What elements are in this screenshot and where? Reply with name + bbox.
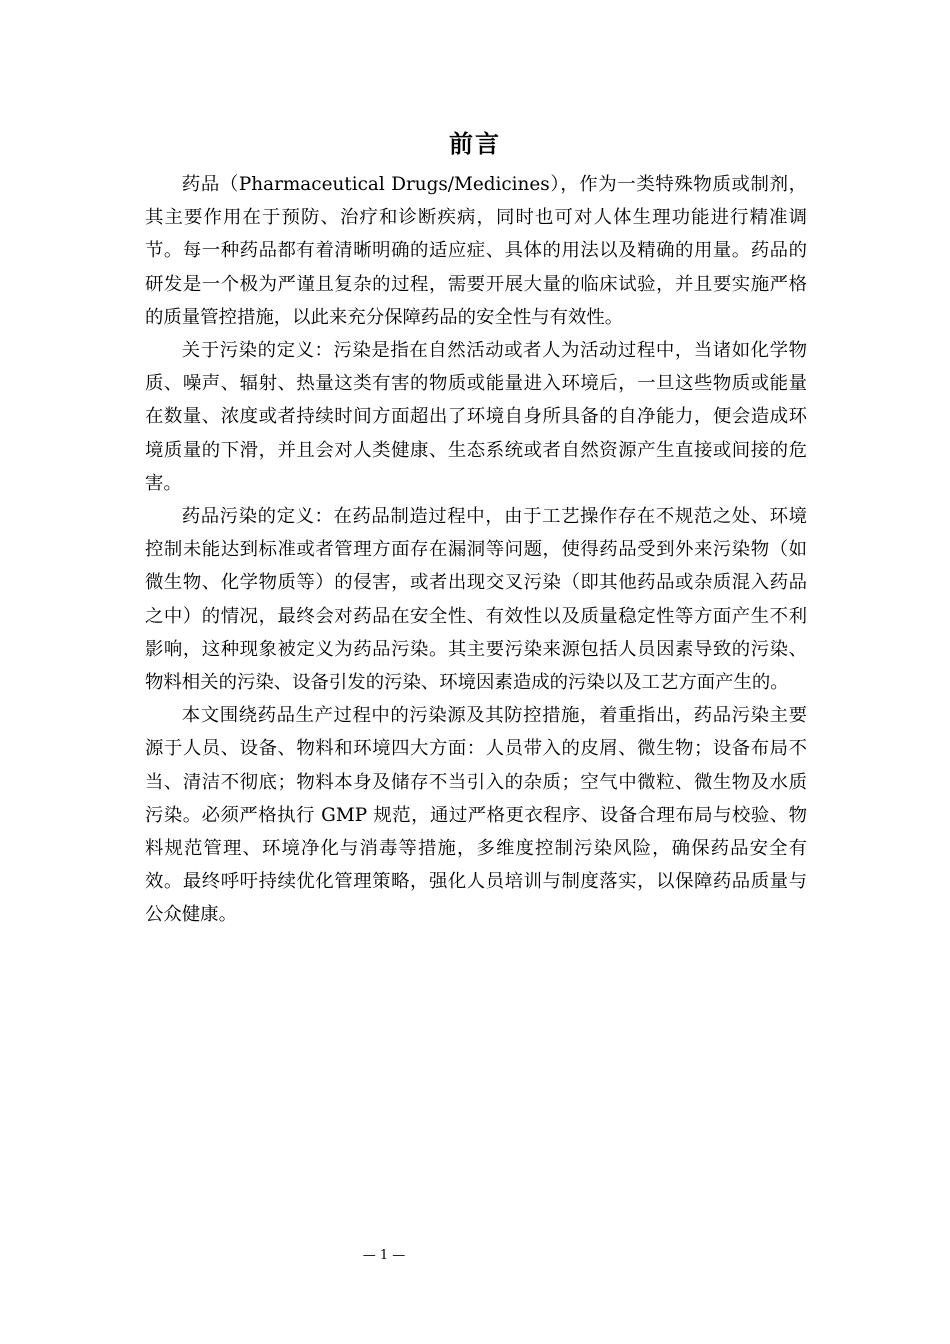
paragraph-drugs-definition: 药品（Pharmaceutical Drugs/Medicines），作为一类特殊物质或制剂，其主要作用在于预防、治疗和诊断疾病，同时也可对人体生理功能进行精准调节。每一种药品都有着清晰明确的适应症、具体的用法以及精确的用量。药品的研发是一个极为严谨且复杂的过程，需要开展大量的临床试验，并且要实施严格的质量管控措施，以此来充分保障药品的安全性与有效性。: [145, 174, 807, 328]
paragraph-pollution-definition: 关于污染的定义：污染是指在自然活动或者人为活动过程中，当诸如化学物质、噪声、辐射、热量这类有害的物质或能量进入环境后，一旦这些物质或能量在数量、浓度或者持续时间方面超出了环境自身所具备的自净能力，便会造成环境质量的下滑，并且会对人类健康、生态系统或者自然资源产生直接或间接的危害。: [145, 340, 807, 494]
page-title: 前言: [449, 130, 501, 158]
page-number: — 1 —: [362, 1248, 406, 1263]
paragraph-summary: 本文围绕药品生产过程中的污染源及其防控措施，着重指出，药品污染主要源于人员、设备、物料和环境四大方面：人员带入的皮屑、微生物；设备布局不当、清洁不彻底；物料本身及储存不当引入的杂质；空气中微粒、微生物及水质污染。必须严格执行 GMP 规范，通过严格更衣程序、设备合理布局与校验、物料规范管理、环境净化与消毒等措施，多维度控制污染风险，确保药品安全有效。最终呼吁持续优化管理策略，强化人员培训与制度落实，以保障药品质量与公众健康。: [145, 705, 807, 926]
document-body: [145, 168, 807, 932]
paragraph-drug-contamination-definition: 药品污染的定义：在药品制造过程中，由于工艺操作存在不规范之处、环境控制未能达到标准或者管理方面存在漏洞等问题，使得药品受到外来污染物（如微生物、化学物质等）的侵害，或者出现交叉污染（即其他药品或杂质混入药品之中）的情况，最终会对药品在安全性、有效性以及质量稳定性等方面产生不利影响，这种现象被定义为药品污染。其主要污染来源包括人员因素导致的污染、物料相关的污染、设备引发的污染、环境因素造成的污染以及工艺方面产生的。: [145, 506, 807, 694]
